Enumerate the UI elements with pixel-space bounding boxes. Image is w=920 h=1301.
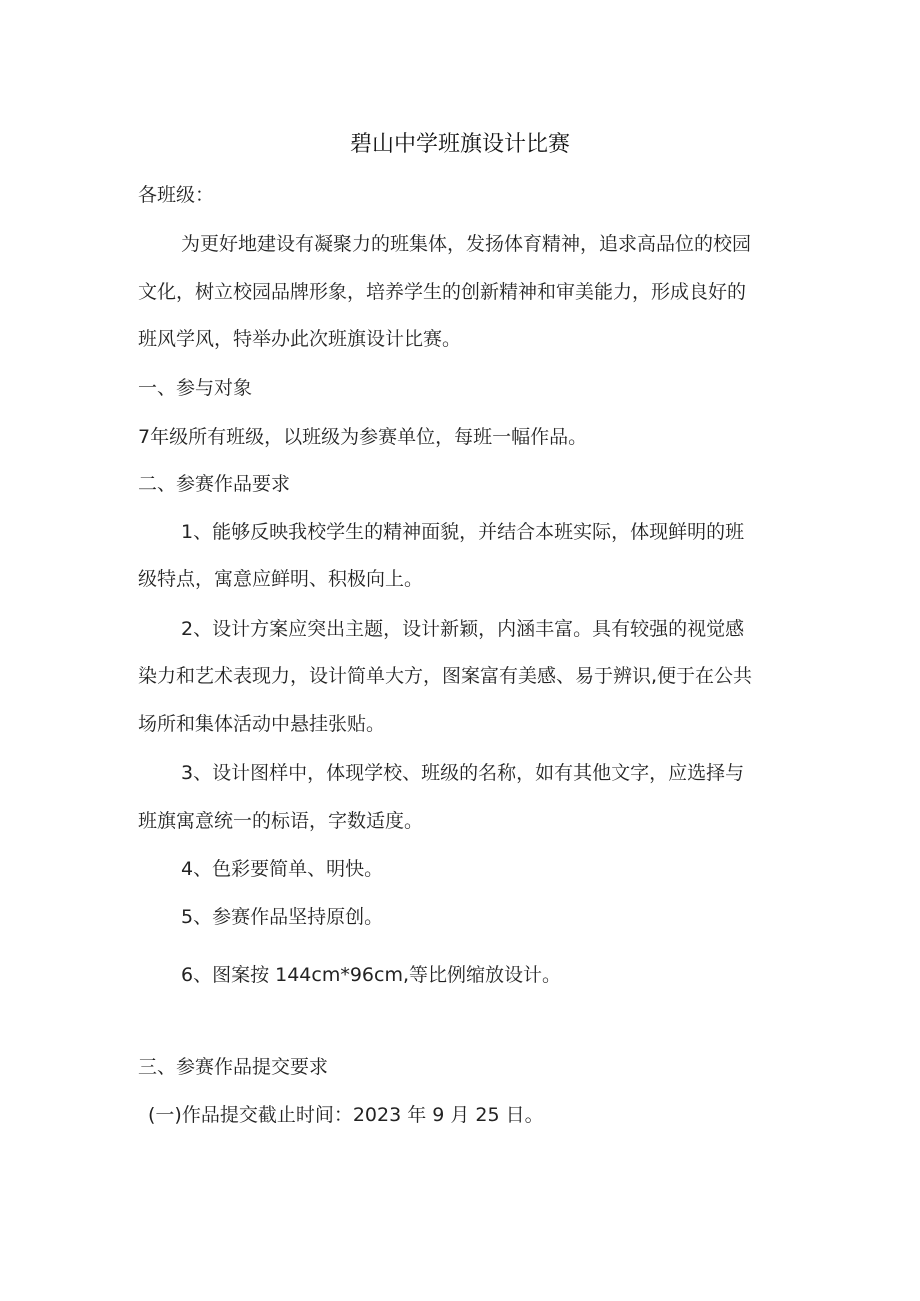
req5: 5、参赛作品坚持原创。: [181, 906, 384, 928]
salutation: 各班级：: [138, 184, 215, 206]
intro-line-1: 为更好地建设有凝聚力的班集体，发扬体育精神，追求高品位的校园: [181, 233, 752, 255]
req6: 6、图案按 144cm*96cm,等比例缩放设计。: [181, 964, 562, 986]
page-title: 碧山中学班旗设计比赛: [349, 132, 570, 157]
req2-line-3: 场所和集体活动中悬挂张贴。: [138, 713, 386, 735]
req3-line-2: 班旗寓意统一的标语，字数适度。: [138, 810, 424, 832]
req3-line-1: 3、设计图样中，体现学校、班级的名称，如有其他文字，应选择与: [181, 762, 745, 784]
section3-item1: (一)作品提交截止时间：2023 年 9 月 25 日。: [148, 1104, 544, 1126]
intro-line-3: 班风学风，特举办此次班旗设计比赛。: [138, 328, 462, 350]
req1-line-2: 级特点，寓意应鲜明、积极向上。: [138, 568, 424, 590]
section2-heading: 二、参赛作品要求: [138, 473, 291, 495]
req2-line-2: 染力和艺术表现力，设计简单大方，图案富有美感、易于辨识,便于在公共: [138, 665, 753, 687]
req4: 4、色彩要简单、明快。: [181, 858, 384, 880]
section1-body: 7年级所有班级，以班级为参赛单位，每班一幅作品。: [138, 426, 588, 448]
intro-line-2: 文化，树立校园品牌形象，培养学生的创新精神和审美能力，形成良好的: [138, 281, 747, 303]
section3-heading: 三、参赛作品提交要求: [138, 1056, 329, 1078]
req1-line-1: 1、能够反映我校学生的精神面貌，并结合本班实际，体现鲜明的班: [181, 521, 745, 543]
section1-heading: 一、参与对象: [138, 377, 253, 399]
req2-line-1: 2、设计方案应突出主题，设计新颖，内涵丰富。具有较强的视觉感: [181, 618, 745, 640]
